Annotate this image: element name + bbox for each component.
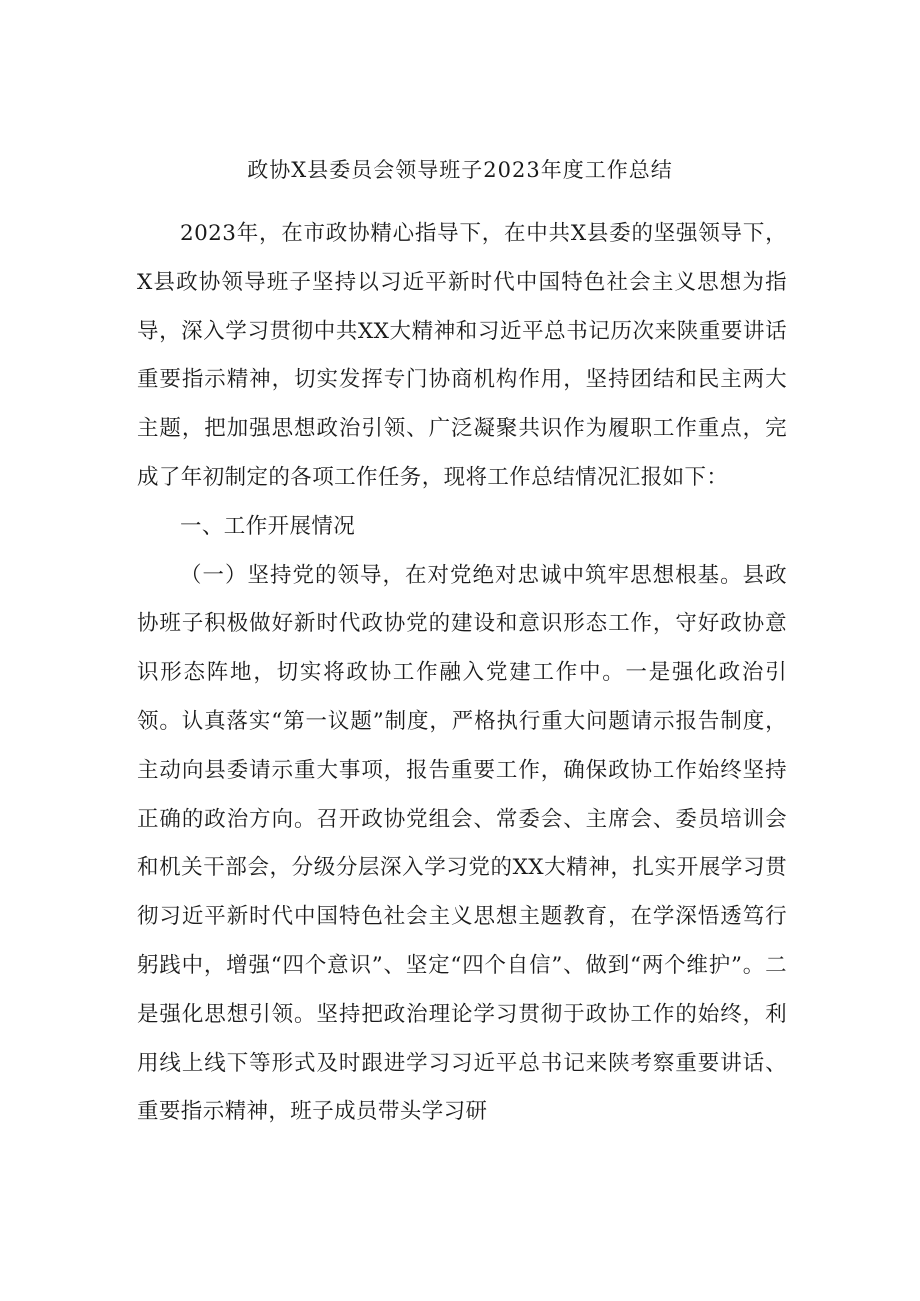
section-heading: 一、工作开展情况	[180, 513, 356, 539]
intro-paragraph: 2023年，在市政协精心指导下，在中共X县委的坚强领导下，X县政协领导班子坚持以习近平新时代中国特色社会主义思想为指导，深入学习贯彻中共XX大精神和习近平总书记历次来陕重要讲话重要指示精神，切实发挥专门协商机构作用，坚持团结和民主两大主题，把加强思想政治引领、广泛凝聚共识作为履职工作重点，完成了年初制定的各项工作任务，现将工作总结情况汇报如下：	[137, 221, 787, 490]
document-body	[137, 210, 787, 1137]
document-title: 政协X县委员会领导班子2023年度工作总结	[247, 158, 673, 182]
section-paragraph: （一）坚持党的领导，在对党绝对忠诚中筑牢思想根基。县政协班子积极做好新时代政协党的建设和意识形态工作，守好政协意识形态阵地，切实将政协工作融入党建工作中。一是强化政治引领。认真落实“第一议题”制度，严格执行重大问题请示报告制度，主动向县委请示重大事项，报告重要工作，确保政协工作始终坚持正确的政治方向。召开政协党组会、常委会、主席会、委员培训会和机关干部会，分级分层深入学习党的XX大精神，扎实开展学习贯彻习近平新时代中国特色社会主义思想主题教育，在学深悟透笃行躬践中，增强“四个意识”、坚定“四个自信”、做到“两个维护”。二是强化思想引领。坚持把政治理论学习贯彻于政协工作的始终，利用线上线下等形式及时跟进学习习近平总书记来陕考察重要讲话、重要指示精神，班子成员带头学习研	[137, 562, 787, 1125]
